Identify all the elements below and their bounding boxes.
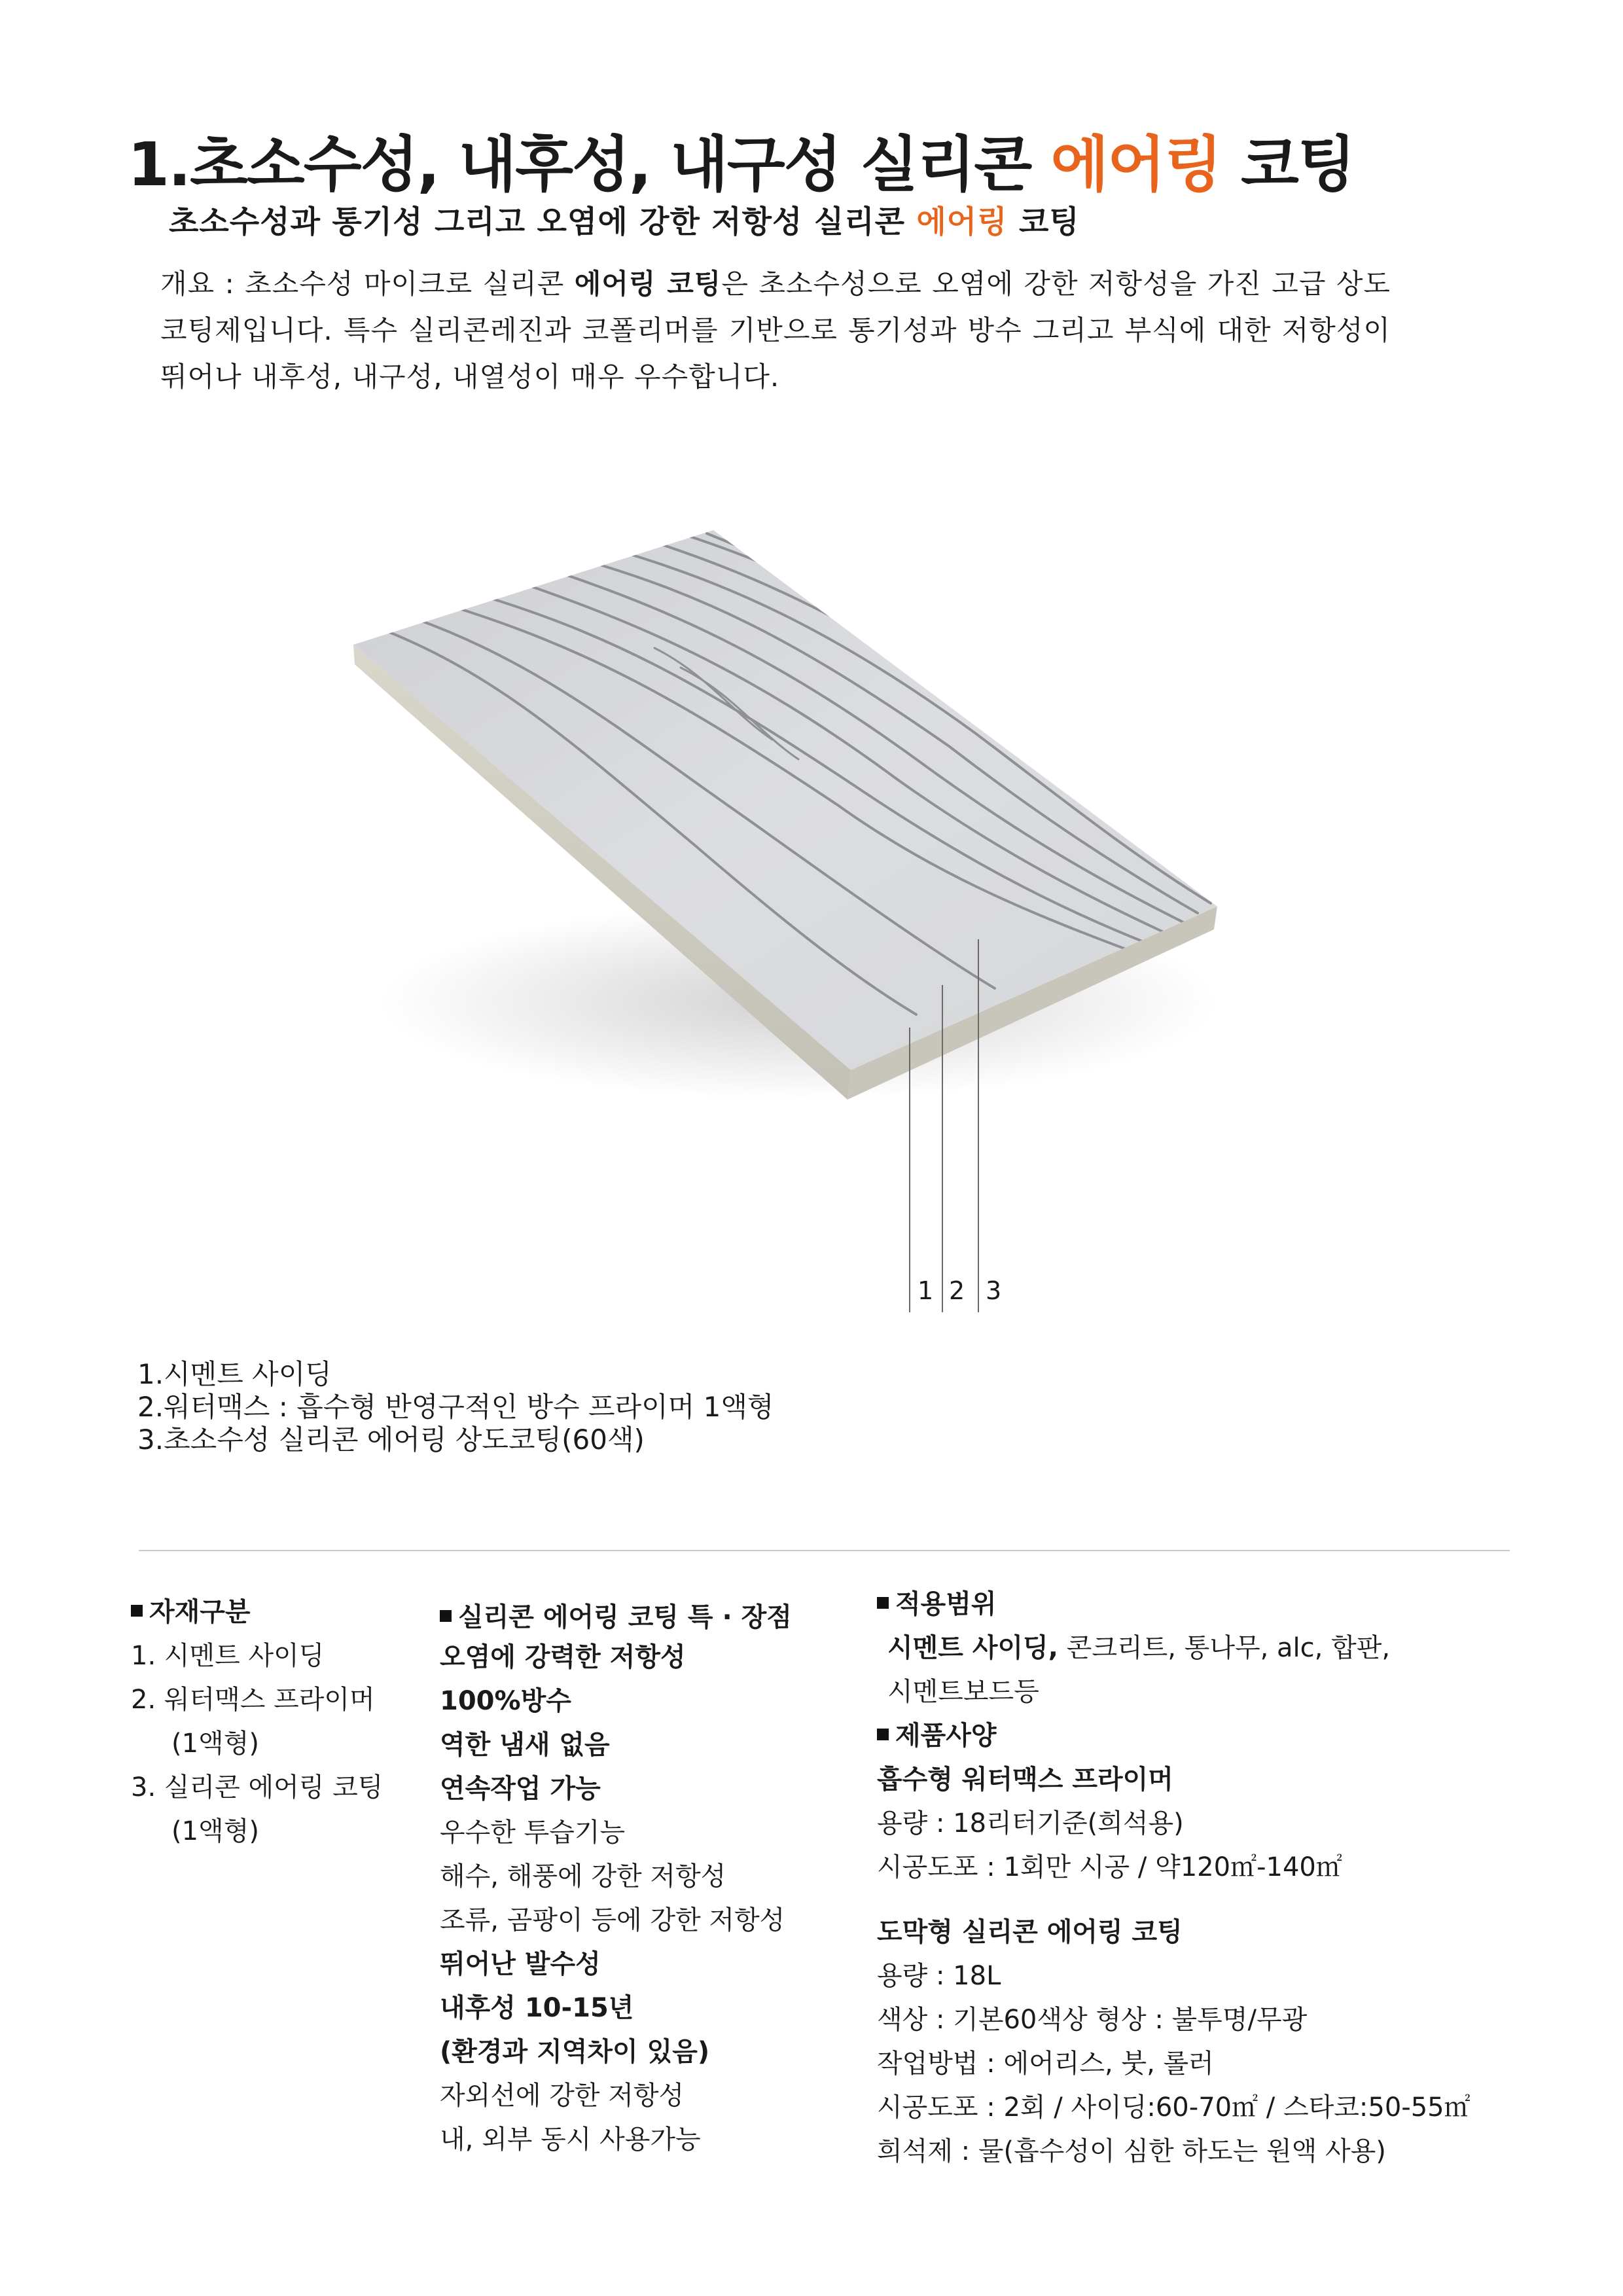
- feature-item: 오염에 강력한 저항성: [440, 1642, 686, 1672]
- square-bullet-icon: [131, 1605, 143, 1617]
- feature-item: 100%방수: [440, 1686, 571, 1716]
- feature-item: 연속작업 가능: [440, 1774, 601, 1804]
- scope-line: 시멘트보드등: [887, 1677, 1039, 1707]
- feature-item: 내, 외부 동시 사용가능: [440, 2125, 701, 2155]
- coating-title: 도막형 실리콘 에어링 코팅: [877, 1917, 1183, 1947]
- square-bullet-icon: [877, 1597, 889, 1609]
- materials-item: 1. 시멘트 사이딩: [131, 1641, 325, 1671]
- materials-item: (1액형): [171, 1729, 259, 1759]
- feature-item: 조류, 곰팡이 등에 강한 저항성: [440, 1905, 785, 1935]
- materials-section: [131, 1590, 383, 1854]
- square-bullet-icon: [877, 1729, 889, 1740]
- subtitle-end: 코팅: [1007, 204, 1080, 240]
- scope-heading: 적용범위: [877, 1583, 1471, 1626]
- intro-part1: 개요 : 초소수성 마이크로 실리콘: [160, 268, 575, 300]
- materials-item: 3. 실리콘 에어링 코팅: [131, 1772, 383, 1803]
- callout-number-2: 2: [949, 1276, 965, 1305]
- coating-line: 용량 : 18L: [877, 1961, 1001, 1991]
- callout-number-3: 3: [986, 1276, 1002, 1305]
- feature-item: 해수, 해풍에 강한 저항성: [440, 1861, 726, 1892]
- layer-list: [137, 1358, 774, 1456]
- callout-number-1: 1: [918, 1276, 934, 1305]
- coating-line: 시공도포 : 2회 / 사이딩:60-70㎡ / 스타코:50-55㎡: [877, 2092, 1471, 2123]
- feature-item: 우수한 투습기능: [440, 1818, 626, 1848]
- layer-item: 2.워터맥스 : 흡수형 반영구적인 방수 프라이머 1액형: [137, 1391, 774, 1423]
- primer-line: 용량 : 18리터기준(희석용): [877, 1808, 1184, 1839]
- scope-spec-section: [877, 1583, 1471, 2174]
- coating-line: 작업방법 : 에어리스, 붓, 롤러: [877, 2049, 1214, 2079]
- materials-item: 2. 워터맥스 프라이머: [131, 1685, 375, 1715]
- page-subtitle: [169, 198, 1080, 242]
- intro-part2: 은 초소수성으로 오염에 강한 저항성을 가진 고급 상도 코팅제입니다. 특수 실리콘레진과 코폴리머를 기반으로 통기성과 방수 그리고 부식에 대한 저항성이 뛰어나 내후성, 내구성, 내열성이 매우 우수합니다.: [160, 268, 1391, 393]
- subtitle-text: 초소수성과 통기성 그리고 오염에 강한 저항성 실리콘: [169, 204, 917, 240]
- materials-item: (1액형): [171, 1816, 259, 1846]
- title-accent: 에어링: [1050, 130, 1221, 200]
- feature-item: 역한 냄새 없음: [440, 1730, 610, 1760]
- page-title: [128, 117, 1355, 203]
- layer-item: 1.시멘트 사이딩: [137, 1358, 332, 1390]
- scope-line: 시멘트 사이딩, 콘크리트, 통나무, alc, 합판,: [887, 1633, 1391, 1663]
- spec-heading: 제품사양: [877, 1714, 1471, 1758]
- intro-paragraph: [160, 260, 1391, 400]
- feature-item: 내후성 10-15년: [440, 1993, 634, 2023]
- siding-board-image: [340, 452, 1270, 1139]
- subtitle-accent: 에어링: [916, 204, 1008, 240]
- coating-line: 희석제 : 물(흡수성이 심한 하도는 원액 사용): [877, 2136, 1386, 2166]
- coating-line: 색상 : 기본60색상 형상 : 불투명/무광: [877, 2005, 1308, 2035]
- intro-bold: 에어링 코팅: [574, 268, 722, 300]
- features-section: [440, 1596, 792, 2162]
- features-heading: 실리콘 에어링 코팅 특 · 장점: [440, 1596, 792, 1640]
- feature-item: (환경과 지역차이 있음): [440, 2037, 710, 2067]
- layer-item: 3.초소수성 실리콘 에어링 상도코팅(60색): [137, 1424, 645, 1456]
- title-end: 코팅: [1221, 130, 1355, 200]
- materials-heading: 자재구분: [131, 1590, 383, 1634]
- primer-line: 시공도포 : 1회만 시공 / 약120㎡-140㎡: [877, 1852, 1342, 1882]
- title-text: 1.초소수성, 내후성, 내구성 실리콘: [128, 130, 1051, 200]
- feature-item: 자외선에 강한 저항성: [440, 2081, 685, 2111]
- feature-item: 뛰어난 발수성: [440, 1949, 601, 1979]
- section-divider: [139, 1550, 1510, 1551]
- square-bullet-icon: [440, 1610, 452, 1622]
- primer-title: 흡수형 워터맥스 프라이머: [877, 1765, 1173, 1795]
